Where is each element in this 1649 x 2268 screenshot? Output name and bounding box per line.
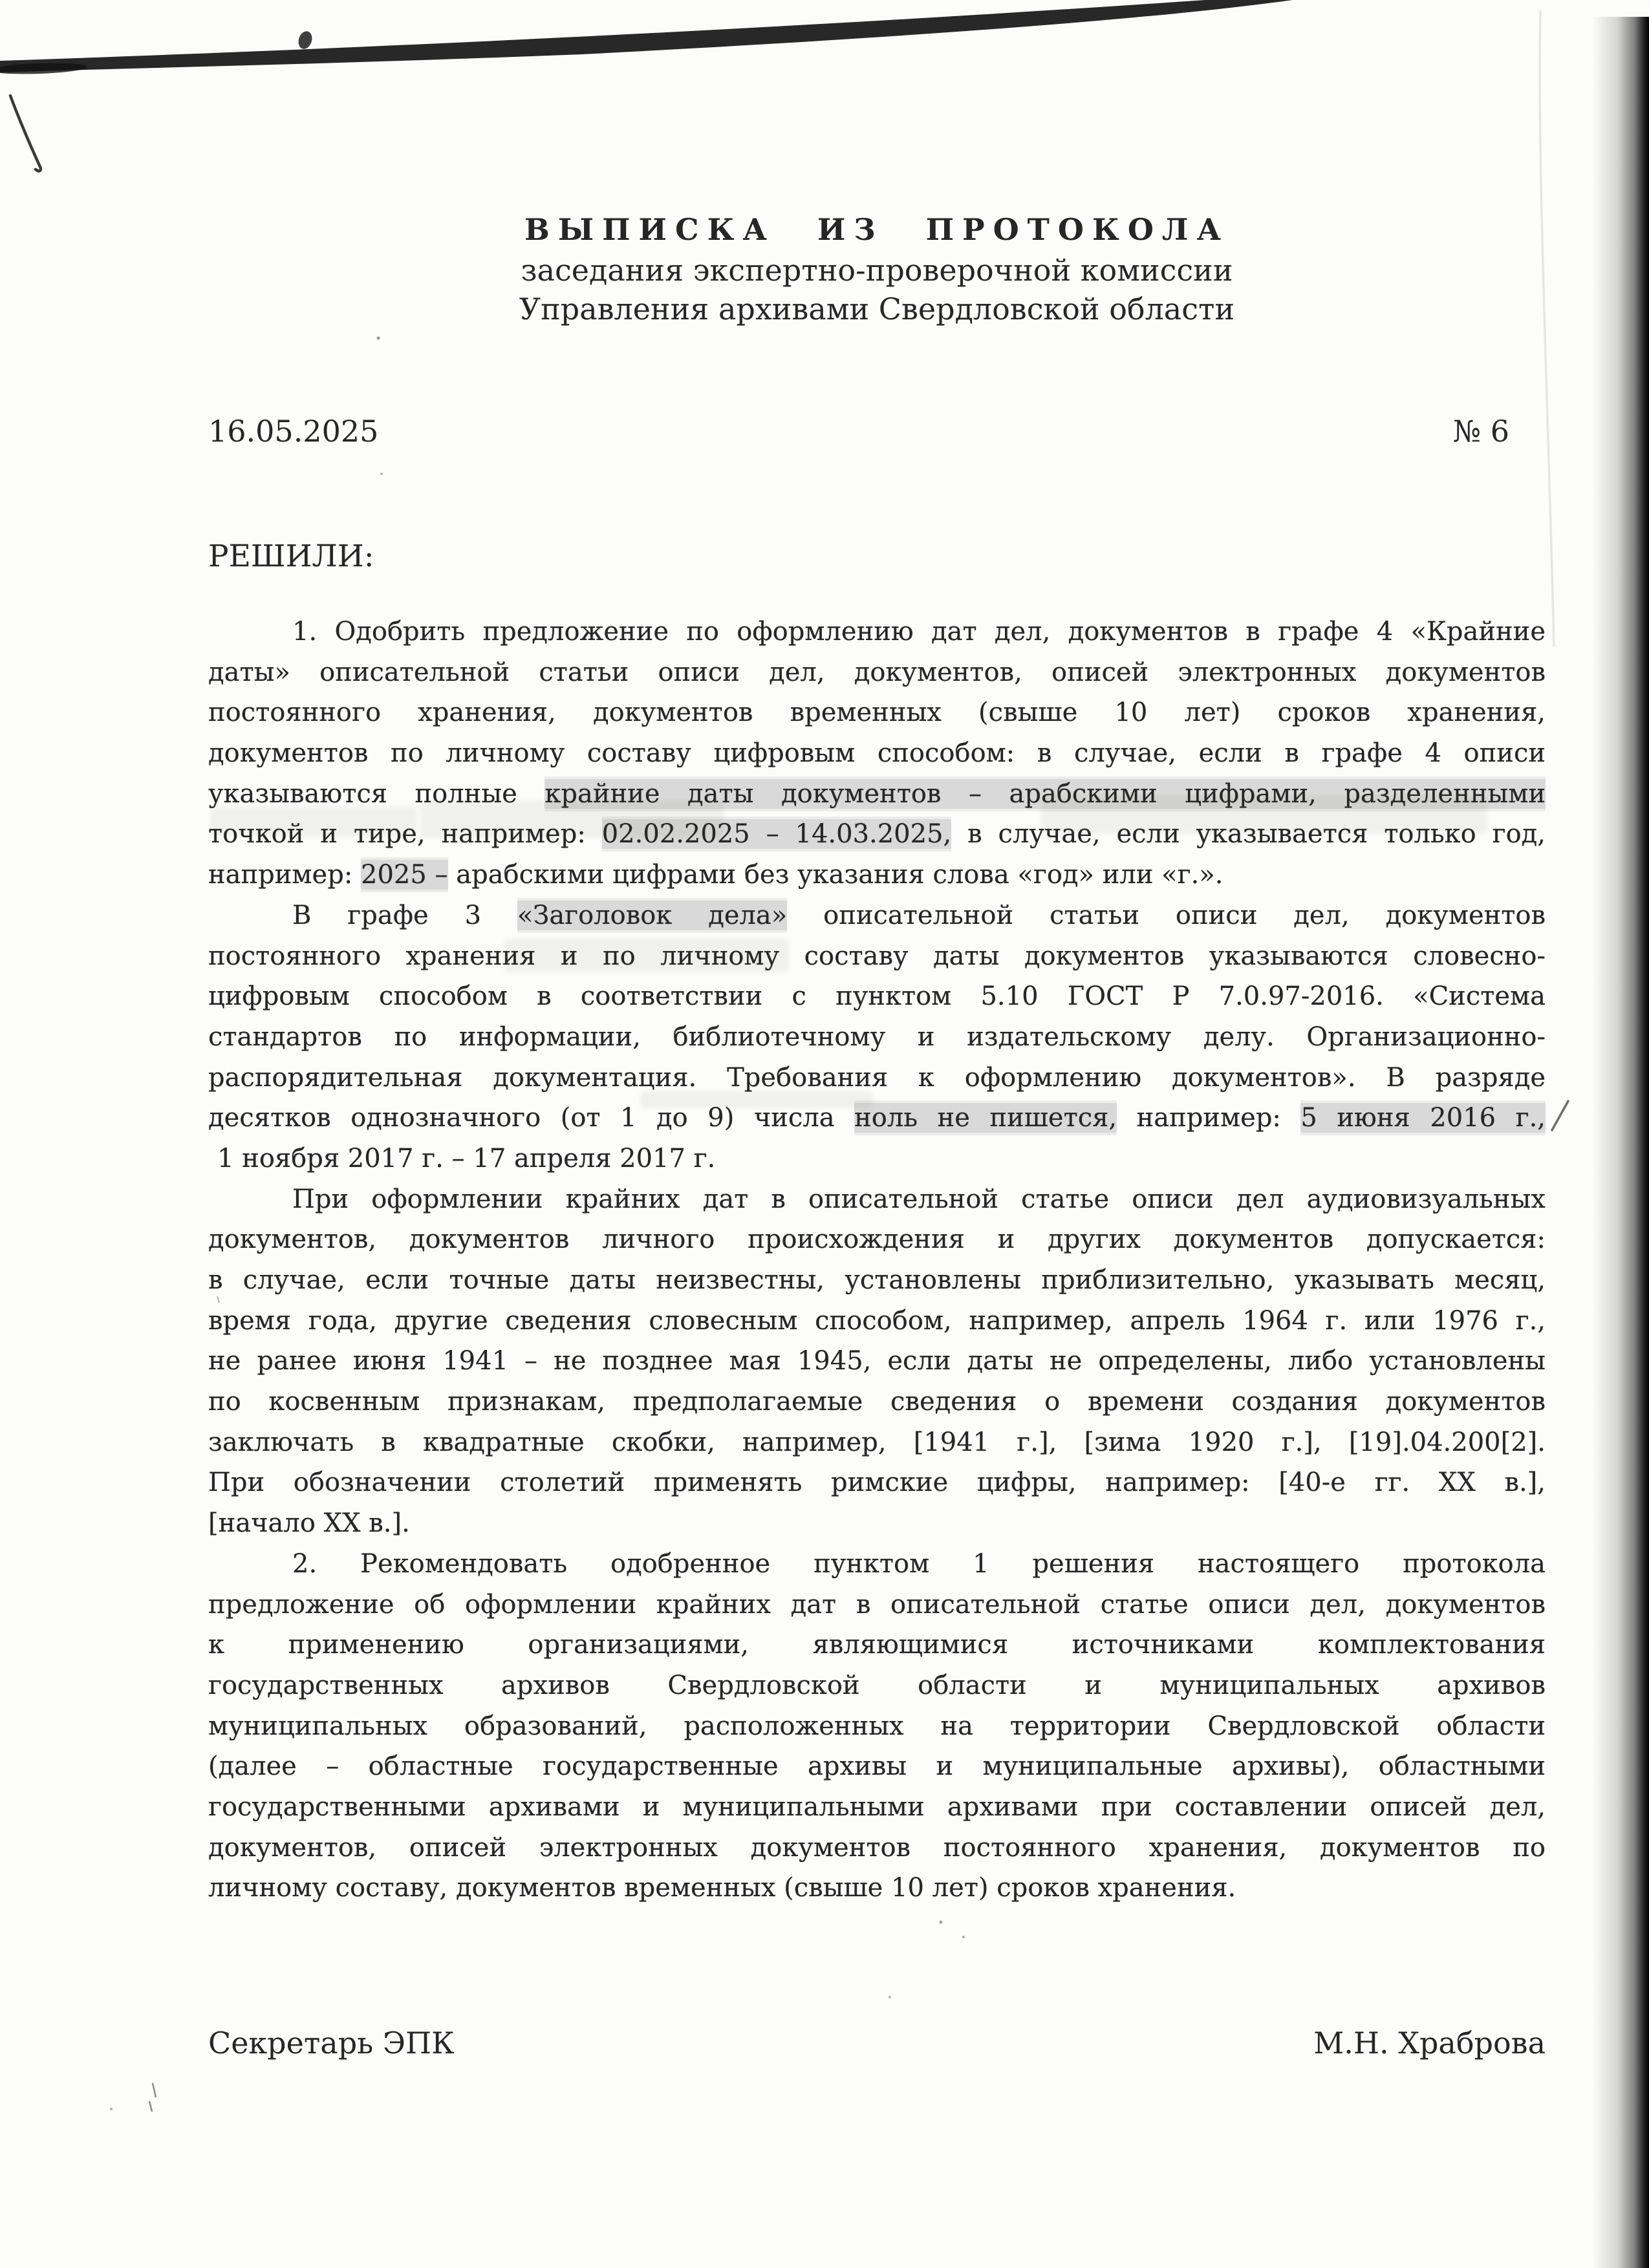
text-segment: заключать в квадратные скобки, например, [1941 г.], [зима 1920 г.], [19].04.200[2].: [208, 1427, 1546, 1457]
text-segment: В графе 3: [292, 900, 517, 930]
text-segment: государственных архивов Свердловской области и муниципальных архивов: [208, 1670, 1546, 1700]
first-line-indent: [208, 1207, 292, 1208]
text-segment: распорядительная документация. Требования к оформлению документов». В разряде: [208, 1062, 1546, 1093]
signature-row: [208, 2024, 1546, 2062]
text-segment: арабскими цифрами без указания слова «год» или «г.».: [447, 860, 1223, 890]
highlighted-text: 5 июня 2016 г.,: [1300, 1103, 1546, 1133]
highlighted-text: 2025 –: [361, 860, 448, 890]
text-line: [208, 1382, 1546, 1422]
text-line: [208, 1341, 1546, 1382]
document-header: [208, 208, 1546, 328]
signature-role: Секретарь ЭПК: [208, 2026, 455, 2060]
text-segment: При оформлении крайних дат в описательной статье описи дел аудиовизуальных: [292, 1184, 1546, 1214]
diagonal-stroke-artifact: [10, 96, 41, 171]
highlighted-text: крайние даты документов – арабскими цифрами, разделенными: [544, 778, 1546, 809]
speck-artifact: [380, 473, 383, 475]
text-line: [208, 936, 1546, 977]
resolution-heading: РЕШИЛИ:: [208, 539, 374, 574]
text-segment: 2. Рекомендовать одобренное пунктом 1 решения настоящего протокола: [292, 1548, 1546, 1579]
meta-row: [208, 412, 1546, 450]
text-line: [208, 1625, 1546, 1665]
text-segment: описательной статьи описи дел, документов: [787, 900, 1546, 930]
text-segment: При обозначении столетий применять римские цифры, например: [40-е гг. XX в.],: [208, 1468, 1546, 1498]
text-line: [208, 1787, 1546, 1828]
text-line: [208, 1301, 1546, 1342]
text-line: [208, 692, 1546, 733]
text-segment: по косвенным признакам, предполагаемые сведения о времени создания документов: [208, 1387, 1546, 1417]
right-edge-scan-artifact: [1592, 17, 1649, 2268]
document-number: № 6: [1452, 414, 1509, 449]
text-line: [208, 1544, 1546, 1585]
highlighted-text: ноль не пишется,: [854, 1103, 1117, 1133]
text-segment: в случае, если точные даты неизвестны, установлены приблизительно, указывать месяц,: [208, 1265, 1546, 1295]
text-line: [208, 774, 1546, 815]
text-line: [208, 1017, 1546, 1058]
ink-dot-artifact: [296, 30, 314, 51]
text-segment: [начало XX в.].: [208, 1508, 410, 1539]
text-segment: указываются полные: [208, 778, 545, 809]
speck-artifact: [962, 1936, 965, 1938]
text-line: [208, 733, 1546, 774]
text-line: [208, 652, 1546, 693]
text-line: [208, 1462, 1546, 1503]
text-line: [208, 1139, 1546, 1179]
first-line-indent: [208, 639, 292, 640]
text-line: [208, 1828, 1546, 1868]
text-segment: муниципальных образований, расположенных на территории Свердловской области: [208, 1711, 1546, 1741]
page-subtitle-2: Управления архивами Свердловской области: [519, 292, 1235, 326]
text-segment: 1. Одобрить предложение по оформлению дат дел, документов в графе 4 «Крайние: [292, 617, 1546, 647]
bottom-squiggle-artifact: [149, 2083, 156, 2112]
text-segment: к применению организациями, являющимися источниками комплектования: [208, 1630, 1546, 1660]
text-segment: предложение об оформлении крайних дат в описательной статье описи дел, документов: [208, 1589, 1546, 1620]
text-line: [208, 1058, 1546, 1098]
text-line: [208, 1503, 1546, 1544]
speck-artifact: [377, 337, 380, 340]
text-segment: постоянного хранения, документов временных (свыше 10 лет) сроков хранения,: [208, 698, 1546, 728]
document-date: 16.05.2025: [208, 414, 379, 449]
text-segment: например:: [1117, 1103, 1301, 1133]
text-line: [208, 855, 1546, 895]
first-line-indent: [208, 923, 292, 924]
speck-artifact: [889, 1996, 891, 1998]
text-segment: 1 ноября 2017 г. – 17 апреля 2017 г.: [217, 1143, 716, 1173]
text-segment: личному составу, документов временных (свыше 10 лет) сроков хранения.: [208, 1873, 1236, 1903]
top-edge-blob-artifact: [0, 61, 87, 75]
document-body: [208, 612, 1546, 1909]
signature-name: М.Н. Храброва: [1313, 2026, 1546, 2060]
text-segment: точкой и тире, например:: [208, 819, 602, 850]
text-line: [208, 1219, 1546, 1260]
text-segment: (далее – областные государственные архивы и муниципальные архивы), областными: [208, 1751, 1546, 1782]
text-line: [208, 612, 1546, 652]
text-line: [208, 1585, 1546, 1625]
text-segment: например:: [208, 860, 361, 890]
highlighted-text: 02.02.2025 – 14.03.2025,: [601, 819, 952, 850]
text-segment: стандартов по информации, библиотечному и издательскому делу. Организационно-: [208, 1022, 1546, 1052]
text-segment: документов по личному составу цифровым способом: в случае, если в графе 4 описи: [208, 738, 1546, 769]
text-segment: десятков однозначного (от 1 до 9) числа: [208, 1103, 855, 1133]
text-line: [208, 1665, 1546, 1706]
text-segment: даты» описательной статьи описи дел, документов, описей электронных документов: [208, 657, 1546, 687]
text-segment: постоянного хранения и по личному составу даты документов указываются словесно-: [208, 941, 1546, 971]
text-line: [208, 814, 1546, 855]
pencil-tick-artifact: [1552, 1101, 1568, 1130]
text-line: [208, 1098, 1546, 1139]
text-segment: в случае, если указывается только год,: [951, 819, 1546, 850]
text-line: [208, 1260, 1546, 1301]
text-segment: документов, документов личного происхождения и других документов допускается:: [208, 1225, 1546, 1255]
first-line-indent: [208, 1166, 217, 1167]
page-title: ВЫПИСКА ИЗ ПРОТОКОЛА: [524, 212, 1230, 247]
text-segment: цифровым способом в соответствии с пунктом 5.10 ГОСТ Р 7.0.97-2016. «Система: [208, 981, 1546, 1012]
highlighted-text: «Заголовок дела»: [517, 900, 788, 930]
text-line: [208, 1422, 1546, 1463]
speck-artifact: [940, 1921, 943, 1924]
text-line: [208, 1706, 1546, 1747]
text-segment: государственными архивами и муниципальными архивами при составлении описей дел,: [208, 1792, 1546, 1822]
top-edge-scan-artifact: [0, 0, 1319, 72]
speck-artifact: [110, 2108, 113, 2110]
text-line: [208, 1746, 1546, 1787]
text-segment: документов, описей электронных документов постоянного хранения, документов по: [208, 1832, 1546, 1863]
text-line: [208, 1179, 1546, 1220]
page-subtitle-1: заседания экспертно-проверочной комиссии: [521, 253, 1233, 288]
text-line: [208, 976, 1546, 1017]
text-segment: время года, другие сведения словесным способом, например, апрель 1964 г. или 1976 г.,: [208, 1305, 1546, 1336]
text-line: [208, 895, 1546, 936]
text-segment: не ранее июня 1941 – не позднее мая 1945, если даты не определены, либо установлены: [208, 1346, 1546, 1376]
text-line: [208, 1868, 1546, 1909]
